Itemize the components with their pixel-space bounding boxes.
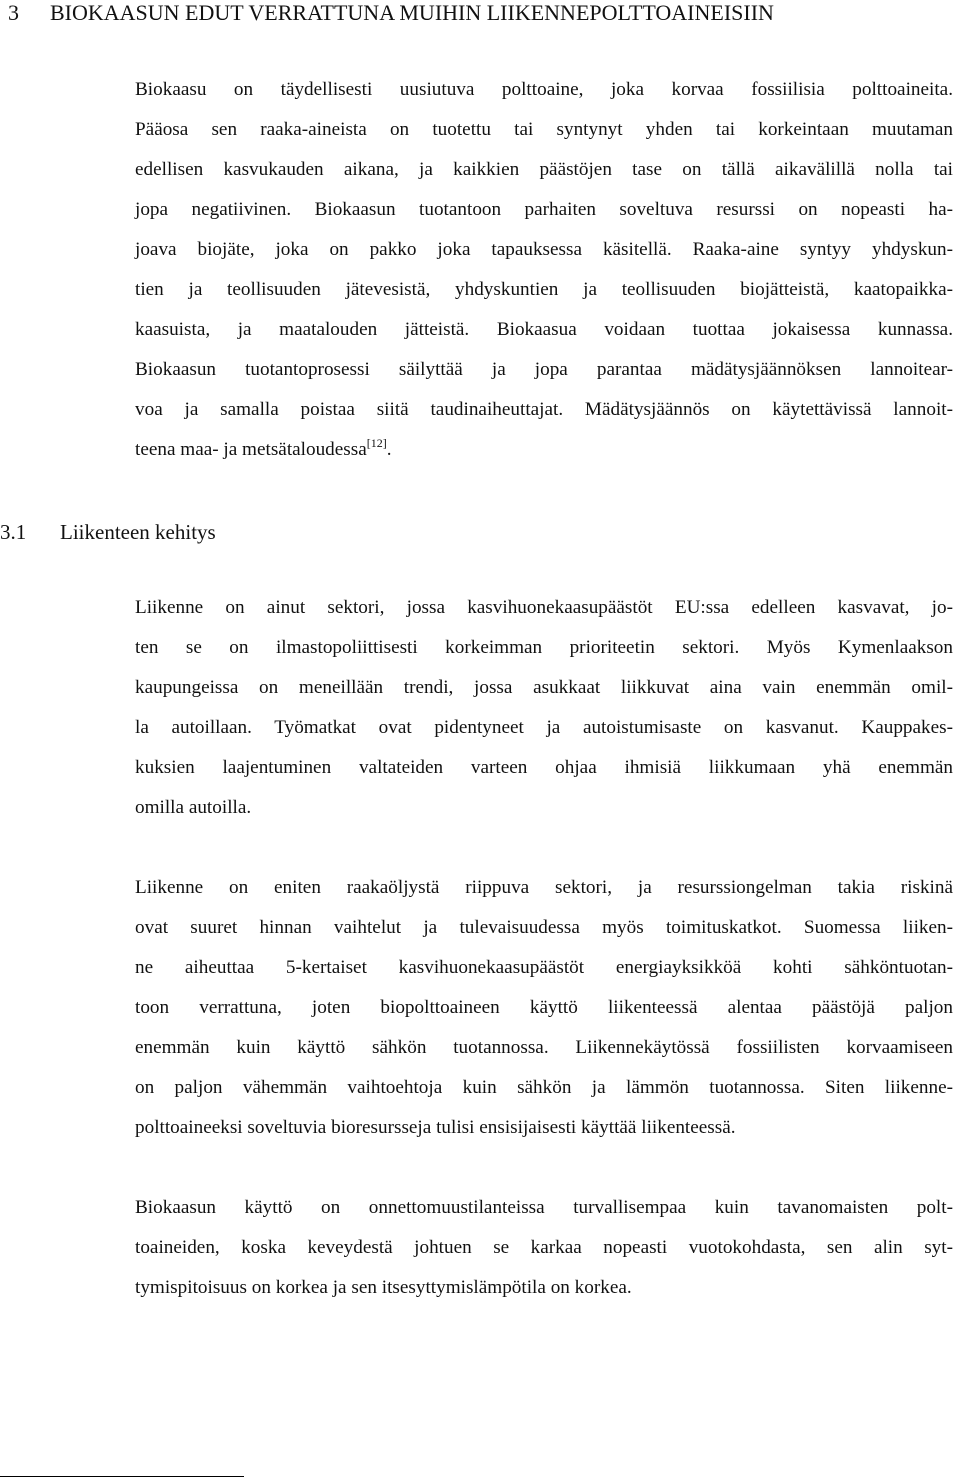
paragraph-line: ten se on ilmastopoliittisesti korkeimman prioriteetin sektori. Myös Kymenlaakson [135,637,953,658]
paragraph-line: Biokaasun käyttö on onnettomuustilanteissa turvallisempaa kuin tavanomaisten polt- [135,1197,953,1218]
chapter-title: BIOKAASUN EDUT VERRATTUNA MUIHIN LIIKENNEPOLTTOAINEISIIN [50,0,774,25]
footnote-divider [0,1476,244,1477]
paragraph-line: tien ja teollisuuden jätevesistä, yhdyskuntien ja teollisuuden biojätteistä, kaatopaikka- [135,279,953,300]
paragraph-line: omilla autoilla. [135,797,252,818]
sentence-end: . [386,439,392,460]
paragraph-line: tymispitoisuus on korkea ja sen itsesyttymislämpötila on korkea. [135,1277,632,1298]
paragraph-line: jopa negatiivinen. Biokaasun tuotantoon parhaiten soveltuva resurssi on nopeasti ha- [135,199,953,220]
chapter-heading [8,0,774,26]
paragraph-1 [135,70,953,470]
paragraph-last-line [135,430,953,470]
paragraph-line: toaineiden, koska keveydestä johtuen se karkaa nopeasti vuotokohdasta, sen alin syt- [135,1237,953,1258]
paragraph-2 [135,588,953,828]
paragraph-line: ne aiheuttaa 5-kertaiset kasvihuonekaasupäästöt energiayksikköä kohti sähköntuotan- [135,957,953,978]
paragraph-line: Biokaasu on täydellisesti uusiutuva polttoaine, joka korvaa fossiilisia polttoaineita. [135,79,953,100]
section-number: 3.1 [0,520,27,544]
paragraph-line: kaupungeissa on meneillään trendi, jossa asukkaat liikkuvat aina vain enemmän omil- [135,677,953,698]
paragraph-3 [135,868,953,1148]
paragraph-line: la autoillaan. Työmatkat ovat pidentyneet ja autoistumisaste on kasvanut. Kauppakes- [135,717,953,738]
paragraph-4 [135,1188,953,1308]
section-heading [0,519,216,545]
chapter-number: 3 [8,0,19,25]
paragraph-line: voa ja samalla poistaa siitä taudinaiheuttajat. Mädätysjäännös on käytettävissä lannoit- [135,399,953,420]
citation-reference: [12] [366,436,387,450]
paragraph-line: on paljon vähemmän vaihtoehtoja kuin sähkön ja lämmön tuotannossa. Siten liikenne- [135,1077,953,1098]
paragraph-line: Biokaasun tuotantoprosessi säilyttää ja jopa parantaa mädätysjäännöksen lannoitear- [135,359,953,380]
paragraph-line: edellisen kasvukauden aikana, ja kaikkien päästöjen tase on tällä aikavälillä nolla tai [135,159,953,180]
paragraph-line: kaasuista, ja maatalouden jätteistä. Biokaasua voidaan tuottaa jokaisessa kunnassa. [135,319,953,340]
section-title: Liikenteen kehitys [60,520,216,544]
paragraph-line: Liikenne on eniten raakaöljystä riippuva sektori, ja resurssiongelman takia riskinä [135,877,953,898]
paragraph-line: joava biojäte, joka on pakko joka tapauksessa käsitellä. Raaka-aine syntyy yhdyskun- [135,239,953,260]
paragraph-line: polttoaineeksi soveltuvia bioresursseja tulisi ensisijaisesti käyttää liikenteessä. [135,1117,736,1138]
paragraph-line: kuksien laajentuminen valtateiden varteen ohjaa ihmisiä liikkumaan yhä enemmän [135,757,953,778]
paragraph-line: ovat suuret hinnan vaihtelut ja tulevaisuudessa myös toimituskatkot. Suomessa liiken- [135,917,953,938]
paragraph-line: enemmän kuin käyttö sähkön tuotannossa. Liikennekäytössä fossiilisten korvaamiseen [135,1037,953,1058]
paragraph-line-text: teena maa- ja metsätaloudessa [135,439,367,460]
paragraph-line: Liikenne on ainut sektori, jossa kasvihuonekaasupäästöt EU:ssa edelleen kasvavat, jo- [135,597,953,618]
paragraph-line: toon verrattuna, joten biopolttoaineen käyttö liikenteessä alentaa päästöjä paljon [135,997,953,1018]
paragraph-line: Pääosa sen raaka-aineista on tuotettu tai syntynyt yhden tai korkeintaan muutaman [135,119,953,140]
